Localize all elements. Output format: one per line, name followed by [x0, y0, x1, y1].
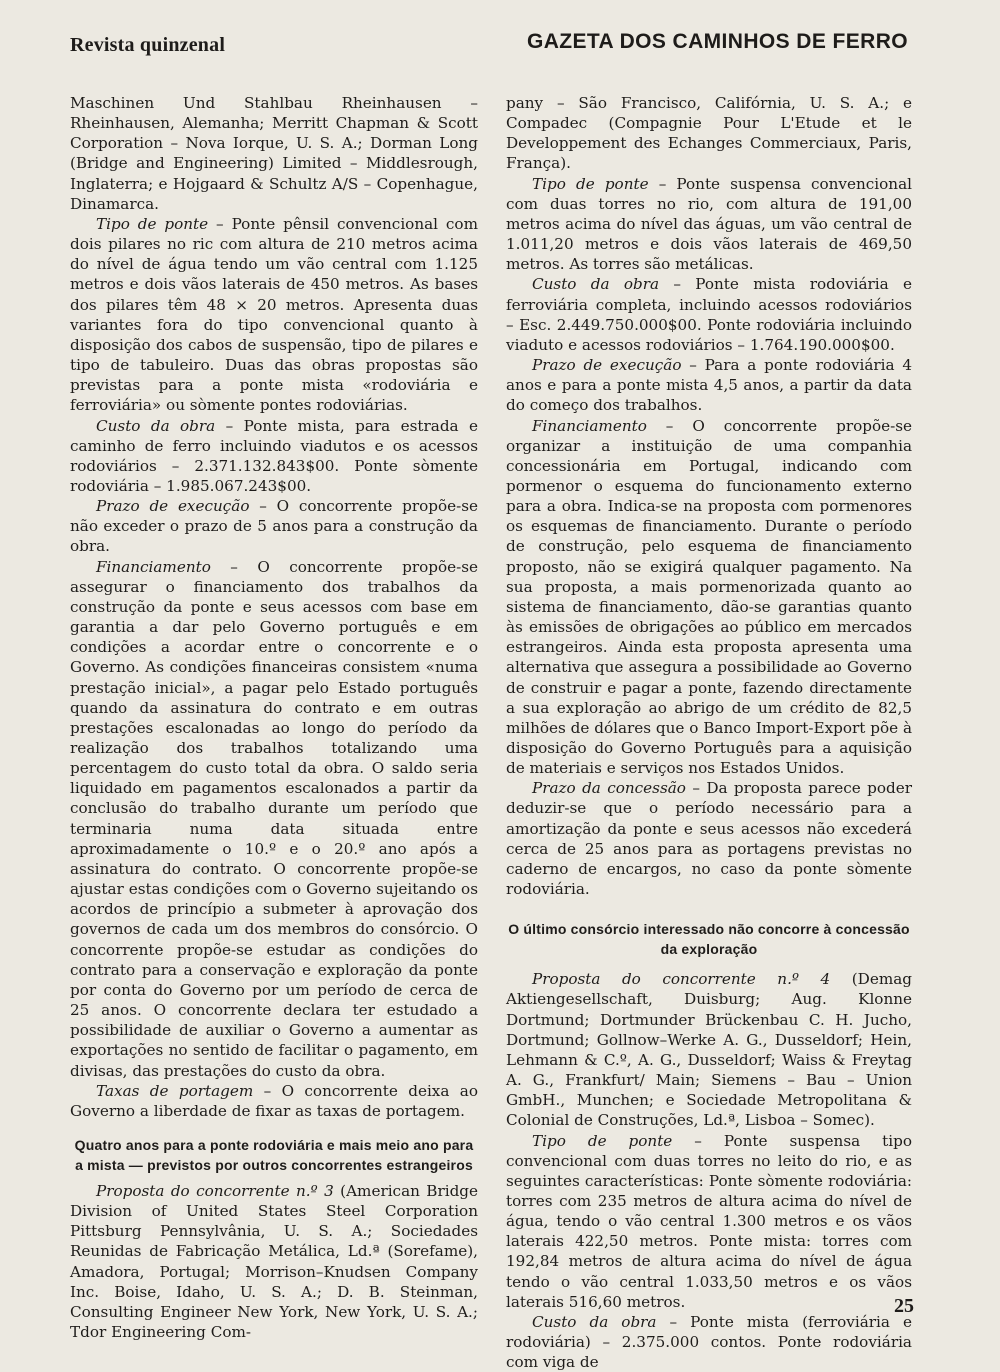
- paragraph-tolls: Taxas de portagem – O concorrente deixa ao Governo a liberdade de fixar as taxas de portagem.: [70, 1081, 478, 1120]
- run-in-label: Taxas de portagem: [96, 1081, 254, 1100]
- run-in-label: Prazo de execução: [96, 497, 250, 516]
- page-header: [70, 30, 908, 60]
- paragraph-participants-cont: pany – São Francisco, Califórnia, U. S. A.; e Compadec (Compagnie Pour L'Etude et le Developpement des Echanges Commerciaux, Paris, França).: [506, 94, 912, 173]
- paragraph-bridge-type: Tipo de ponte – Ponte suspensa convencional com duas torres no rio, com altura de 191,00 metros acima do nível das águas, um vão central de 1.011,20 metros e dois vãos laterais de 469,50 metros. As torres são metálicas.: [506, 174, 912, 274]
- paragraph-bridge-type: Tipo de ponte – Ponte pênsil convencional com dois pilares no ric com altura de 210 metros acima do nível de água tendo um vão central com 1.125 metros e dois vãos laterais de 450 metros. As bases dos pilares têm 48 × 20 metros. Apresenta duas variantes fora do tipo convencional quanto à disposição dos cabos de suspensão, tipo de pilares e tipo de tabuleiro. Duas das obras propostas são previstas para a ponte mista «rodoviária e ferroviária» ou sòmente pontes rodoviárias.: [70, 214, 478, 415]
- paragraph-concession: Prazo da concessão – Da proposta parece poder deduzir-se que o período necessário para a amortização da ponte e seus acessos não excederá cerca de 25 anos para as portagens previstas no caderno de encargos, no caso da ponte sòmente rodoviária.: [506, 779, 913, 899]
- paragraph-financing: Financiamento – O concorrente propõe-se assegurar o financiamento dos trabalhos da construção da ponte e seus acessos com base em garantia a dar pelo Governo português e em condições a acordar entre o concorrente e o Governo. As condições financeiras consistem «numa prestação inicial», a pagar pelo Estado português quando da assinatura do contrato e em outras prestações escalonadas ao longo do período da realização dos trabalhos totalizando uma percentagem do custo total da obra. O saldo seria liquidado em pagamentos escalonados a partir da conclusão do trabalho durante um período que terminaria numa data situada entre aproximadamente o 10.º e o 20.º ano após a assinatura do contrato. O concorrente propõe-se ajustar estas condições com o Governo sujeitando os acordos de princípio a submeter à aprovação dos governos de cada um dos membros do consórcio. O concorrente propõe-se estudar as condições do contrato para a conservação e exploração da ponte por conta do Governo por um período de cerca de 25 anos. O concorrente declara ter estudado a possibilidade de auxiliar o Governo a aumentar as exportações no sentido de facilitar o pagamento, em divisas, das prestações do custo da obra.: [70, 557, 478, 1080]
- left-column: [70, 93, 478, 1342]
- run-in-label: Custo da obra: [532, 275, 660, 294]
- periodicity-label: Revista quinzenal: [70, 34, 226, 56]
- run-in-label: Custo da obra: [532, 1312, 657, 1331]
- paragraph-deadline: Prazo de execução – Para a ponte rodoviária 4 anos e para a ponte mista 4,5 anos, a partir da data do começo dos trabalhos.: [506, 356, 912, 415]
- paragraph-financing: Financiamento – O concorrente propõe-se organizar a instituição de uma companhia concessionária em Portugal, indicando com pormenor o esquema do funcionamento externo para a obra. Indica-se na proposta com pormenores os esquemas de financiamento. Durante o período de construção, pelo esquema de financiamento proposto, não se exigirá qualquer pagamento. Na sua proposta, a mais pormenorizada quanto ao sistema de financiamento, dão-se garantias quanto às emissões de obrigações ao público em mercados estrangeiros. Ainda esta proposta apresenta uma alternativa que assegura a possibilidade ao Governo de construir e pagar a ponte, fazendo directamente a sua exploração ao abrigo de um crédito de 82,5 milhões de dólares que o Banco Import-Export põe à disposição do Governo Português para a aquisição de materiais e serviços nos Estados Unidos.: [506, 416, 912, 778]
- run-in-label: Proposta do concorrente n.º 3: [96, 1181, 334, 1200]
- run-in-label: Custo da obra: [96, 416, 216, 435]
- paragraph-proposal-3: Proposta do concorrente n.º 3 (American Bridge Division of United States Steel Corporation Pittsburg Pennsylvânia, U. S. A.; Sociedades Reunidas de Fabricação Metálica, Ld.ª (Sorefame), Amadora, Portugal; Morrison–Knudsen Company Inc. Boise, Idaho, U. S. A.; D. B. Steinman, Consulting Engineer New York, New York, U. S. A.; Tdor Engineering Com-: [70, 1181, 479, 1342]
- right-column: [506, 93, 912, 1372]
- run-in-label: Tipo de ponte: [532, 1131, 673, 1150]
- paragraph-cost: Custo da obra – Ponte mista, para estrada e caminho de ferro incluindo viadutos e os acessos rodoviários – 2.371.132.843$00. Ponte sòmente rodoviária – 1.985.067.243$00.: [70, 416, 478, 495]
- journal-title: GAZETA DOS CAMINHOS DE FERRO: [526, 30, 908, 53]
- section-heading: Quatro anos para a ponte rodoviária e mais meio ano para a mista — previstos por outros concorrentes estrangeiros: [74, 1136, 474, 1173]
- run-in-label: Prazo da concessão: [532, 779, 686, 798]
- run-in-label: Financiamento: [96, 557, 211, 576]
- paragraph-bridge-type-4: Tipo de ponte – Ponte suspensa tipo convencional com duas torres no leito do rio, e as seguintes características: Ponte sòmente rodoviária: torres com 235 metros de altura acima do nível de água, tendo o vão central 1.300 metros e os vãos laterais 422,50 metros. Ponte mista: torres com 192,84 metros de altura acima do nível de água tendo o vão central 1.033,50 metros e os vãos laterais 516,60 metros.: [506, 1131, 912, 1311]
- run-in-label: Tipo de ponte: [532, 174, 649, 193]
- run-in-label: Prazo de execução: [532, 356, 682, 375]
- paragraph-proposal-4: Proposta do concorrente n.º 4 (Demag Aktiengesellschaft, Duisburg; Aug. Klonne Dortmund; Dortmunder Brückenbau C. H. Jucho, Dortmund; Gollnow–Werke A. G., Dusseldorf; Hein, Lehmann & C.º, A. G., Dusseldorf; Waiss & Freytag A. G., Frankfurt/ Main; Siemens – Bau – Union GmbH., Munchen; e Sociedade Metropolitana & Colonial de Construções, Ld.ª, Lisboa – Somec).: [506, 970, 912, 1130]
- paragraph-participants: Maschinen Und Stahlbau Rheinhausen – Rheinhausen, Alemanha; Merritt Chapman & Scott Corporation – Nova Iorque, U. S. A.; Dorman Long (Bridge and Engineering) Limited – Middlesrough, Inglaterra; e Hojgaard & Schultz A/S – Copenhague, Dinamarca.: [70, 94, 478, 213]
- run-in-label: Tipo de ponte: [96, 214, 209, 233]
- paragraph-deadline: Prazo de execução – O concorrente propõe-se não exceder o prazo de 5 anos para a construção da obra.: [70, 497, 478, 556]
- run-in-label: Financiamento: [532, 416, 647, 435]
- section-heading: O último consórcio interessado não concorre à concessão da exploração: [508, 921, 910, 958]
- paragraph-cost: Custo da obra – Ponte mista rodoviária e ferroviária completa, incluindo acessos rodoviários – Esc. 2.449.750.000$00. Ponte rodoviária incluindo viaduto e acessos rodoviários – 1.764.190.000$00.: [506, 275, 912, 354]
- page-number: 25: [894, 1295, 914, 1317]
- paragraph-cost-4: Custo da obra – Ponte mista (ferroviária e rodoviária) – 2.375.000 contos. Ponte rodoviária com viga de: [506, 1312, 912, 1372]
- run-in-label: Proposta do concorrente n.º 4: [532, 970, 831, 989]
